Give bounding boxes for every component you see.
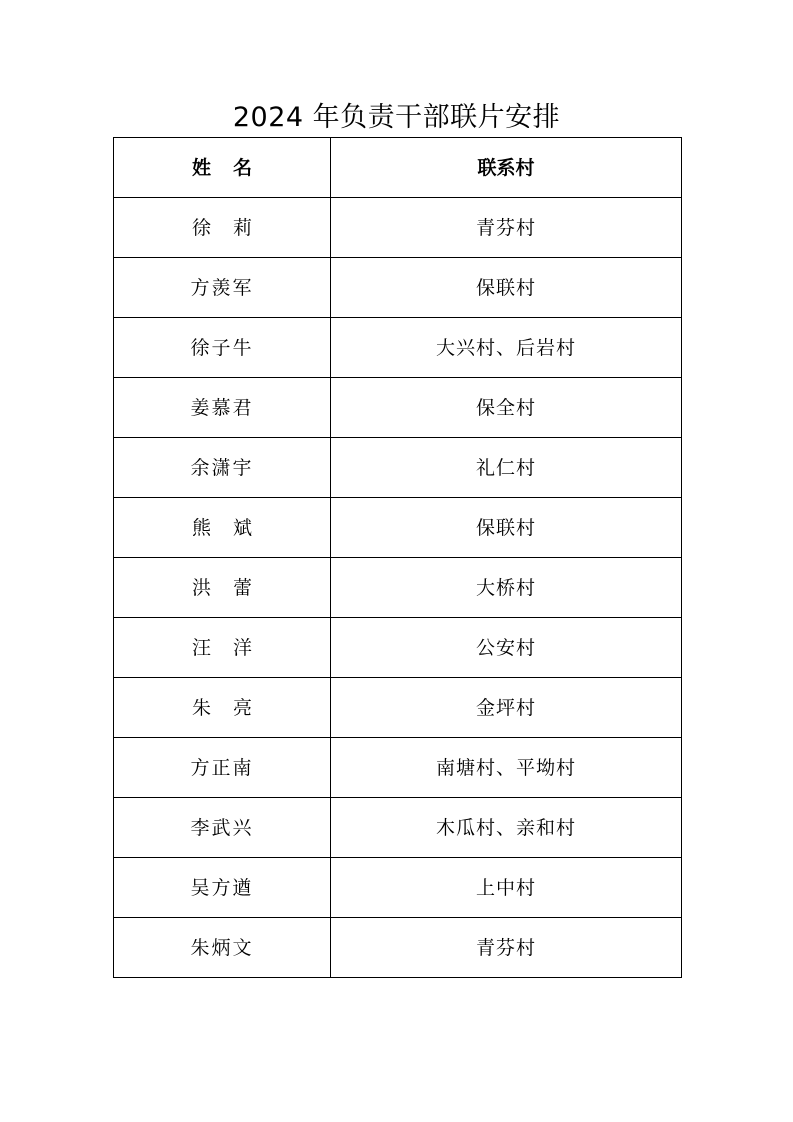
village-name: 木瓜村、亲和村 <box>435 816 576 839</box>
cell-name <box>114 318 331 378</box>
village-name: 保联村 <box>475 516 536 539</box>
table-row <box>114 738 682 798</box>
person-name: 方羡军 <box>190 276 254 299</box>
village-name: 大桥村 <box>475 576 536 599</box>
cell-name <box>114 198 331 258</box>
person-name: 余潇宇 <box>190 456 254 479</box>
cell-village <box>331 318 682 378</box>
table-row <box>114 378 682 438</box>
village-name: 公安村 <box>475 636 536 659</box>
cell-village <box>331 678 682 738</box>
header-name <box>114 138 331 198</box>
cell-name <box>114 498 331 558</box>
cell-village <box>331 258 682 318</box>
person-name: 洪蕾 <box>191 576 274 599</box>
header-village-label: 联系村 <box>477 156 535 179</box>
village-name: 礼仁村 <box>475 456 536 479</box>
person-name: 汪洋 <box>191 636 274 659</box>
table-row <box>114 678 682 738</box>
table-row <box>114 318 682 378</box>
table-row <box>114 198 682 258</box>
cell-village <box>331 918 682 978</box>
cell-village <box>331 498 682 558</box>
village-name: 金坪村 <box>475 696 536 719</box>
header-name-label: 姓名 <box>191 156 274 179</box>
village-name: 保全村 <box>475 396 536 419</box>
person-name: 李武兴 <box>190 816 254 839</box>
cell-village <box>331 558 682 618</box>
cell-name <box>114 918 331 978</box>
table-row <box>114 438 682 498</box>
assignment-table <box>113 137 682 978</box>
table-header-row <box>114 138 682 198</box>
table-row <box>114 798 682 858</box>
village-name: 青芬村 <box>475 216 536 239</box>
cell-name <box>114 558 331 618</box>
cell-name <box>114 798 331 858</box>
person-name: 朱亮 <box>191 696 274 719</box>
table-row <box>114 618 682 678</box>
cell-name <box>114 258 331 318</box>
table-row <box>114 918 682 978</box>
village-name: 南塘村、平坳村 <box>435 756 576 779</box>
village-name: 上中村 <box>475 876 536 899</box>
village-name: 保联村 <box>475 276 536 299</box>
cell-name <box>114 378 331 438</box>
cell-village <box>331 198 682 258</box>
table-row <box>114 258 682 318</box>
cell-name <box>114 678 331 738</box>
cell-village <box>331 738 682 798</box>
person-name: 徐子牛 <box>190 336 254 359</box>
cell-village <box>331 618 682 678</box>
person-name: 徐莉 <box>191 216 274 239</box>
cell-village <box>331 798 682 858</box>
cell-village <box>331 858 682 918</box>
header-village <box>331 138 682 198</box>
village-name: 青芬村 <box>475 936 536 959</box>
cell-name <box>114 738 331 798</box>
cell-name <box>114 438 331 498</box>
person-name: 吴方遒 <box>190 876 254 899</box>
table-row <box>114 498 682 558</box>
table-row <box>114 558 682 618</box>
person-name: 方正南 <box>190 756 254 779</box>
person-name: 姜慕君 <box>190 396 254 419</box>
village-name: 大兴村、后岩村 <box>435 336 576 359</box>
person-name: 熊斌 <box>191 516 274 539</box>
cell-name <box>114 618 331 678</box>
cell-village <box>331 378 682 438</box>
table-row <box>114 858 682 918</box>
table-body <box>114 198 682 978</box>
page-title: 2024 年负责干部联片安排 <box>232 102 561 133</box>
cell-name <box>114 858 331 918</box>
cell-village <box>331 438 682 498</box>
person-name: 朱炳文 <box>190 936 254 959</box>
